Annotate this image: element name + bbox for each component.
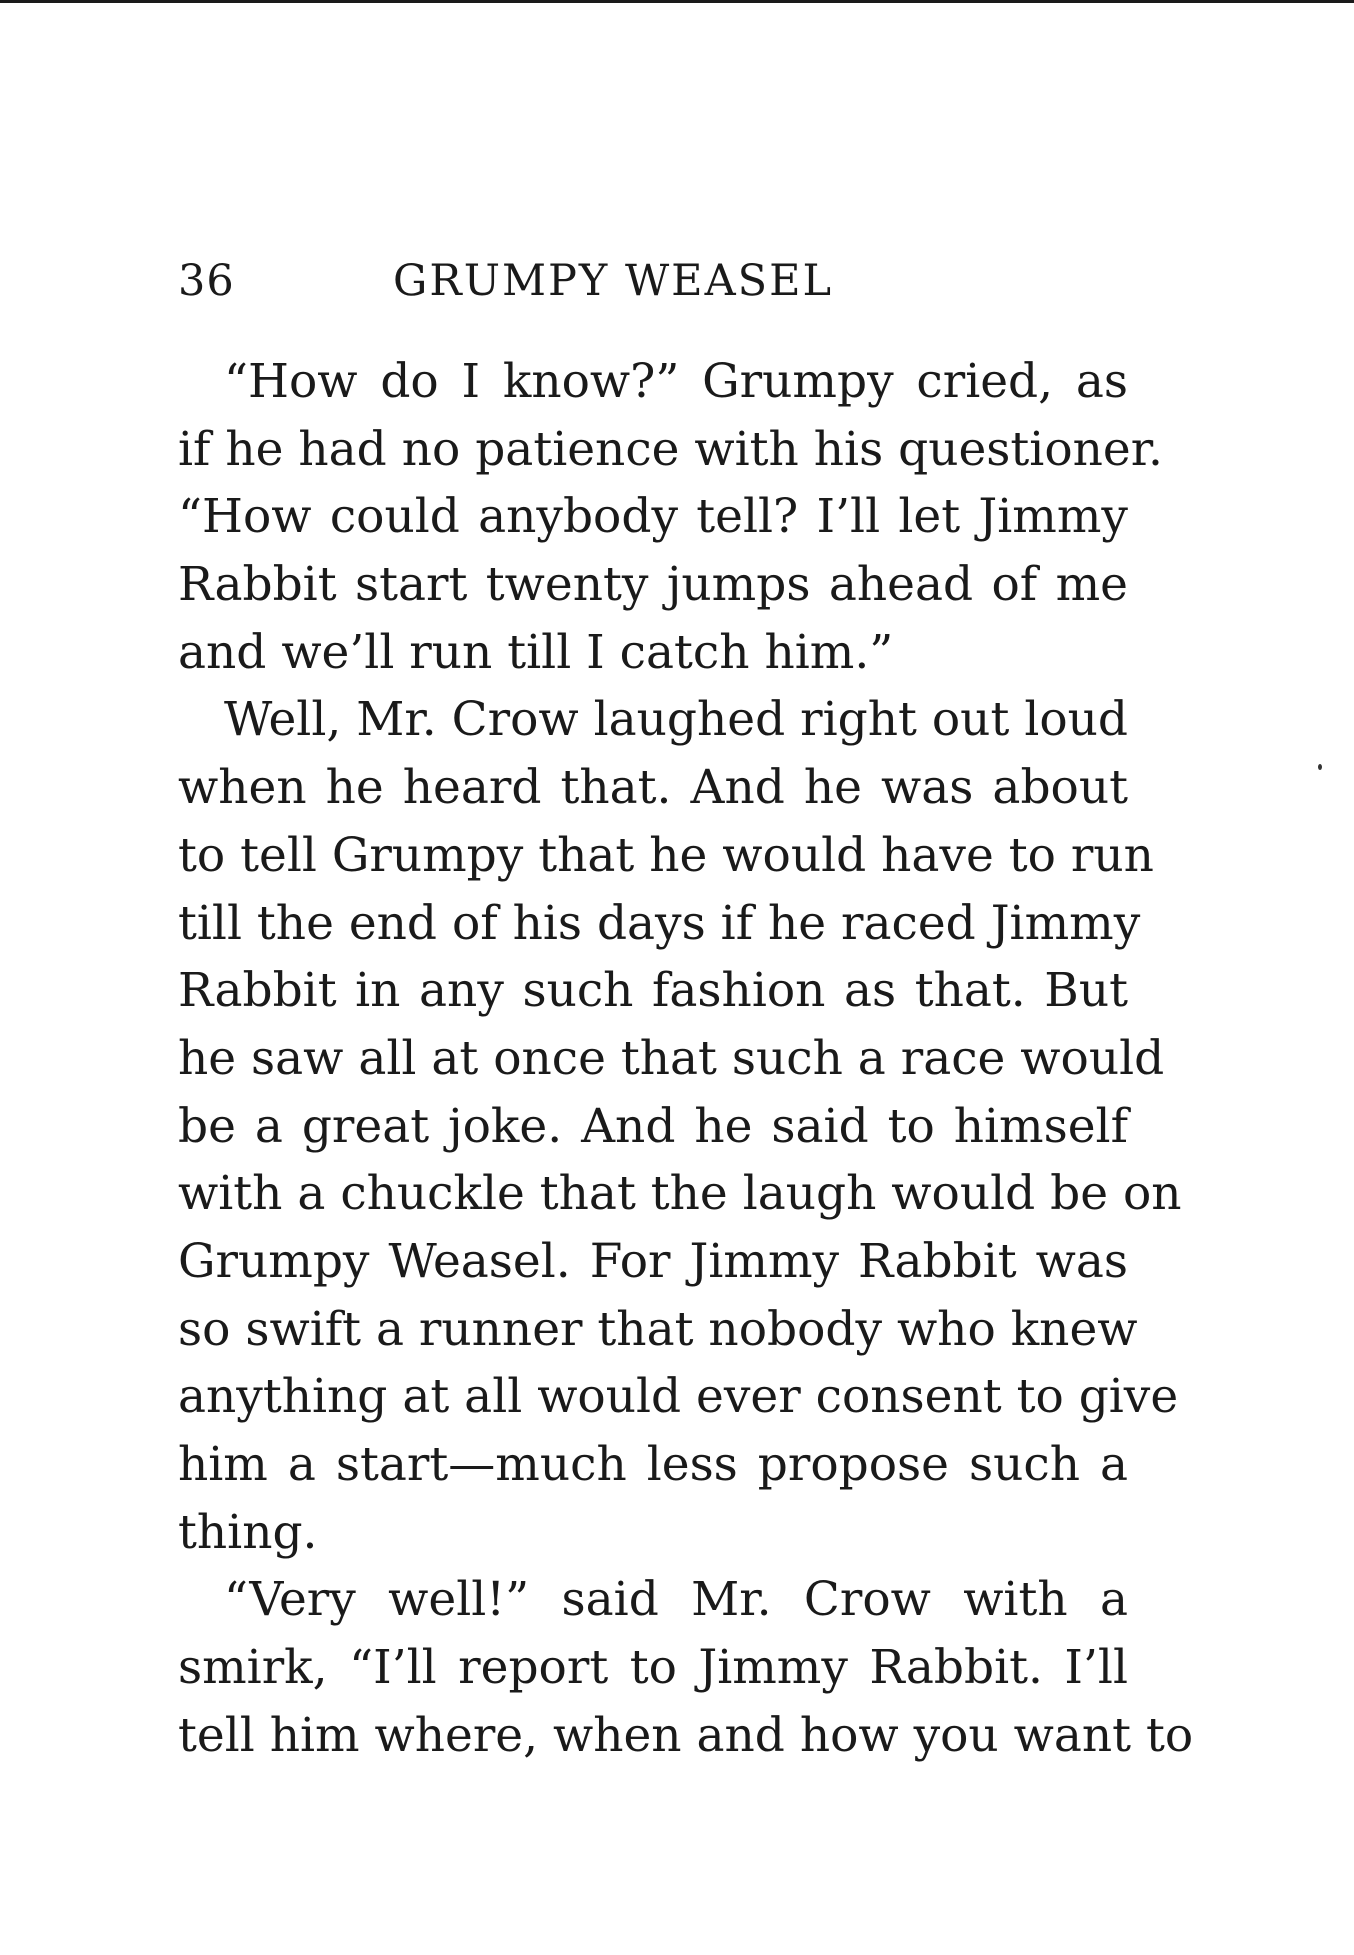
text-line: and we’ll run till I catch him.”	[178, 624, 894, 680]
text-line: with a chuckle that the laugh would be on	[178, 1166, 1182, 1222]
ink-speck	[1318, 764, 1322, 770]
text-line: when he heard that. And he was about	[178, 760, 1128, 816]
text-line: “How do I know?” Grumpy cried, as	[224, 354, 1128, 409]
text-line: Rabbit in any such fashion as that. But	[178, 963, 1128, 1019]
text-line: Well, Mr. Crow laughed right out loud	[224, 692, 1128, 748]
text-line: “How could anybody tell? I’ll let Jimmy	[178, 489, 1128, 545]
text-line: till the end of his days if he raced Jimmy	[178, 895, 1141, 951]
text-line: smirk, “I’ll report to Jimmy Rabbit. I’ll	[178, 1640, 1128, 1696]
paragraph	[178, 1566, 1194, 1769]
text-line: him a start—much less propose such a	[178, 1437, 1128, 1492]
text-line: anything at all would ever consent to give	[178, 1369, 1179, 1425]
text-line: he saw all at once that such a race would	[178, 1030, 1165, 1086]
text-line: Grumpy Weasel. For Jimmy Rabbit was	[178, 1233, 1128, 1289]
paragraph	[178, 348, 1163, 686]
page-number: 36	[178, 256, 235, 306]
text-line: “Very well!” said Mr. Crow with a	[224, 1572, 1128, 1628]
text-line: Rabbit start twenty jumps ahead of me	[178, 557, 1128, 613]
text-line: if he had no patience with his questioner.	[178, 421, 1163, 477]
text-line: to tell Grumpy that he would have to run	[178, 827, 1154, 883]
paragraph	[178, 686, 1182, 1566]
text-line: so swift a runner that nobody who knew	[178, 1301, 1138, 1357]
running-title: GRUMPY WEASEL	[393, 256, 834, 306]
page-header	[178, 256, 1128, 316]
text-line: tell him where, when and how you want to	[178, 1707, 1194, 1763]
text-line: thing.	[178, 1504, 318, 1560]
body-text	[178, 348, 1194, 1769]
text-line: be a great joke. And he said to himself	[178, 1098, 1128, 1154]
top-rule	[0, 0, 1354, 3]
